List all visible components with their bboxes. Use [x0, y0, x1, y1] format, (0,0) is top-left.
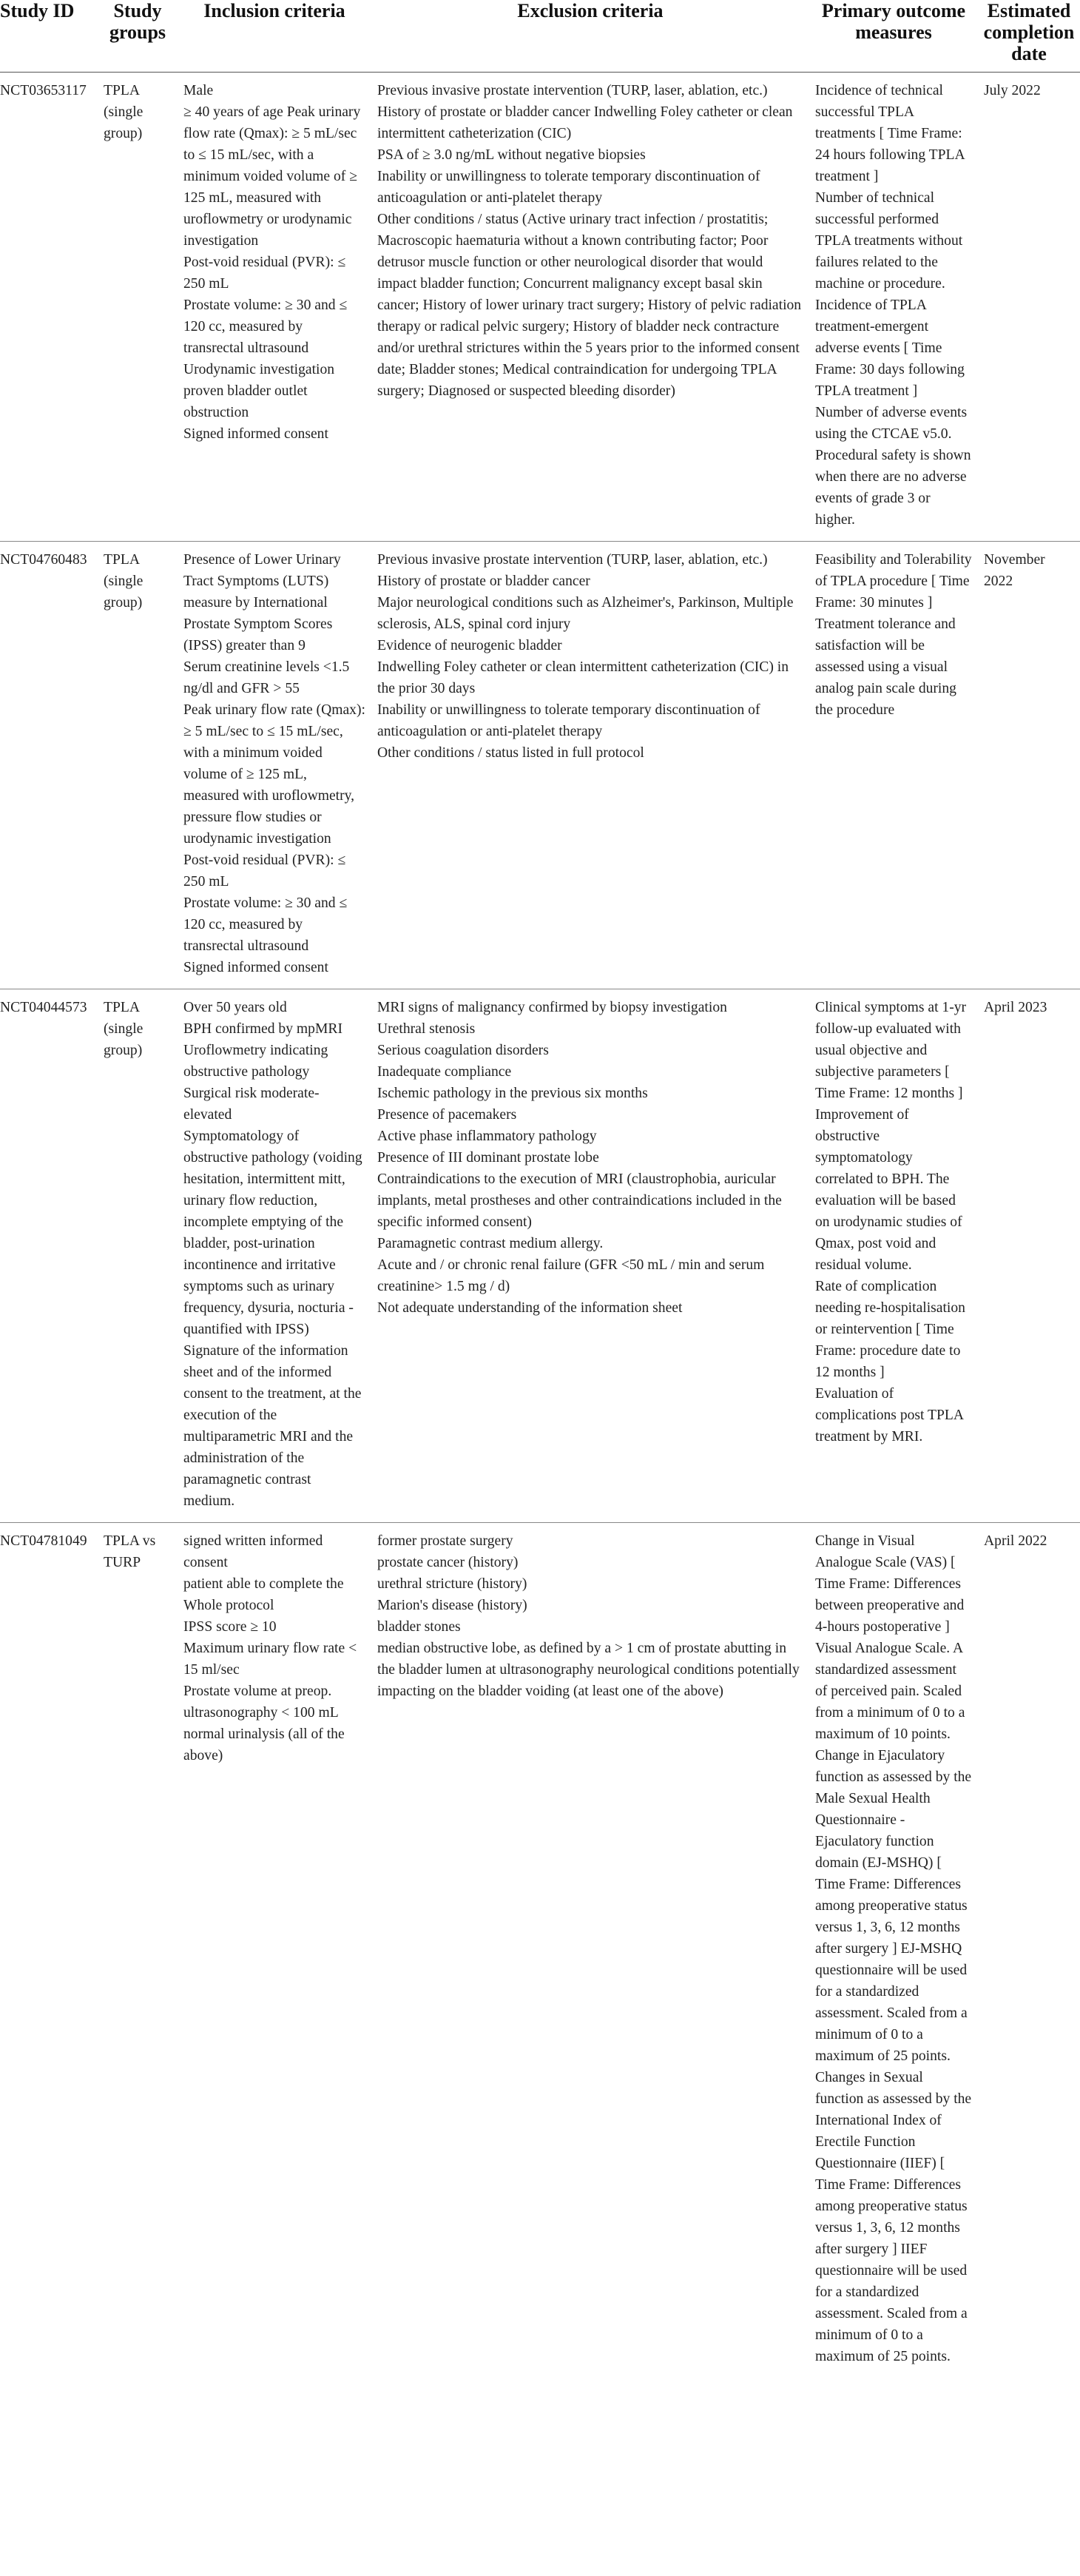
criteria-line: Indwelling Foley catheter or clean intermittent catheterization (CIC) in the prior 30 days — [377, 659, 789, 696]
criteria-line: Other conditions / status listed in full protocol — [377, 745, 644, 761]
criteria-line: History of prostate or bladder cancer — [377, 574, 590, 589]
criteria-line: Change in Ejaculatory function as assessed by the Male Sexual Health Questionnaire - Ejaculatory function domain (EJ-MSHQ) [ Time Frame: Differences among preoperative status versus 1, 3, 6, 12 months after surgery ] EJ-MSHQ questionnaire will be used for a standardized assessment. Scaled from a minimum of 0 to a maximum of 25 points. — [815, 1748, 972, 2064]
completion-date-cell: November 2022 — [984, 552, 1045, 589]
criteria-line: MRI signs of malignancy confirmed by biopsy investigation — [377, 1000, 727, 1015]
criteria-line: Symptomatology of obstructive pathology (voiding hesitation, intermittent mitt, urinary flow reduction, incomplete emptying of the bladder, post-urination incontinence and irritative symptoms such as urinary frequency, dysuria, nocturia - quantified with IPSS) — [183, 1129, 362, 1337]
criteria-line: History of prostate or bladder cancer Indwelling Foley catheter or clean intermittent catheterization (CIC) — [377, 104, 793, 141]
criteria-line: Presence of Lower Urinary Tract Symptoms (LUTS) measure by International Prostate Symptom Scores (IPSS) greater than 9 — [183, 552, 341, 653]
criteria-line: Inability or unwillingness to tolerate temporary discontinuation of anticoagulation or anti-platelet therapy — [377, 169, 760, 206]
criteria-line: Surgical risk moderate-elevated — [183, 1086, 320, 1123]
criteria-line: Major neurological conditions such as Alzheimer's, Parkinson, Multiple sclerosis, ALS, spinal cord injury — [377, 595, 794, 632]
criteria-line: Clinical symptoms at 1-yr follow-up evaluated with usual objective and subjective parameters [ Time Frame: 12 months ] — [815, 1000, 967, 1101]
criteria-line: Contraindications to the execution of MRI (claustrophobia, auricular implants, metal prostheses and other contraindications included in the specific informed consent) — [377, 1171, 782, 1230]
header-completion-date: Estimated completion date — [983, 0, 1075, 64]
criteria-line: Presence of III dominant prostate lobe — [377, 1150, 599, 1166]
criteria-line: Not adequate understanding of the information sheet — [377, 1300, 683, 1316]
criteria-line: Number of adverse events using the CTCAE v5.0. — [815, 405, 968, 442]
criteria-line: Active phase inflammatory pathology — [377, 1129, 597, 1144]
header-study-groups: Study groups — [109, 0, 166, 43]
table-body — [0, 73, 1080, 2378]
criteria-line: former prostate surgery — [377, 1533, 513, 1549]
criteria-line: Presence of pacemakers — [377, 1107, 517, 1123]
criteria-line: Uroflowmetry indicating obstructive pathology — [183, 1043, 328, 1080]
study-id-cell: NCT04044573 — [0, 1000, 87, 1015]
primary-outcome-cell — [809, 989, 978, 1523]
criteria-line: Post-void residual (PVR): ≤ 250 mL — [183, 255, 346, 292]
study-group-cell: TPLA (single group) — [104, 83, 144, 141]
study-group-cell: TPLA (single group) — [104, 552, 144, 611]
study-group-cell: TPLA vs TURP — [104, 1533, 156, 1570]
table-header — [0, 0, 1080, 73]
completion-date-cell: April 2023 — [984, 1000, 1047, 1015]
criteria-line: prostate cancer (history) — [377, 1555, 519, 1570]
study-id-cell: NCT04781049 — [0, 1533, 87, 1549]
criteria-line: signed written informed consent — [183, 1533, 323, 1570]
criteria-line: Urodynamic investigation proven bladder outlet obstruction — [183, 362, 335, 420]
criteria-line: Evidence of neurogenic bladder — [377, 638, 562, 653]
criteria-line: Incidence of TPLA treatment-emergent adverse events [ Time Frame: 30 days following TPLA treatment ] — [815, 297, 965, 399]
primary-outcome-cell — [809, 1523, 978, 2378]
inclusion-criteria-cell — [178, 989, 371, 1523]
criteria-line: Prostate volume: ≥ 30 and ≤ 120 cc, measured by transrectal ultrasound — [183, 895, 348, 954]
criteria-line: Serum creatinine levels <1.5 ng/dl and GFR > 55 — [183, 659, 350, 696]
criteria-line: bladder stones — [377, 1619, 461, 1635]
criteria-line: Treatment tolerance and satisfaction will be assessed using a visual analog pain scale during the procedure — [815, 616, 956, 718]
criteria-line: Ischemic pathology in the previous six months — [377, 1086, 648, 1101]
exclusion-criteria-cell — [371, 542, 809, 989]
study-group-cell: TPLA (single group) — [104, 1000, 144, 1058]
criteria-line: Inadequate compliance — [377, 1064, 512, 1080]
exclusion-criteria-cell — [371, 989, 809, 1523]
criteria-line: ≥ 40 years of age Peak urinary flow rate (Qmax): ≥ 5 mL/sec to ≤ 15 mL/sec, with a minimum voided volume of ≥ 125 mL, measured with uroflowmetry or urodynamic investigation — [183, 104, 361, 249]
study-id-cell: NCT03653117 — [0, 83, 87, 98]
criteria-line: Urethral stenosis — [377, 1021, 476, 1037]
criteria-line: Post-void residual (PVR): ≤ 250 mL — [183, 852, 346, 890]
table-row — [0, 1523, 1080, 2378]
criteria-line: Improvement of obstructive symptomatology correlated to BPH. The evaluation will be based on urodynamic studies of Qmax, post void and residual volume. — [815, 1107, 962, 1273]
criteria-line: Over 50 years old — [183, 1000, 287, 1015]
header-primary-outcome: Primary outcome measures — [821, 0, 966, 43]
criteria-line: Incidence of technical successful TPLA treatments [ Time Frame: 24 hours following TPLA treatment ] — [815, 83, 965, 184]
header-study-id: Study ID — [0, 0, 75, 21]
exclusion-criteria-cell — [371, 73, 809, 542]
criteria-line: Marion's disease (history) — [377, 1598, 527, 1613]
criteria-line: BPH confirmed by mpMRI — [183, 1021, 342, 1037]
header-inclusion-criteria: Inclusion criteria — [203, 0, 345, 21]
inclusion-criteria-cell — [178, 73, 371, 542]
header-exclusion-criteria: Exclusion criteria — [517, 0, 664, 21]
criteria-line: Previous invasive prostate intervention (TURP, laser, ablation, etc.) — [377, 83, 768, 98]
criteria-line: Feasibility and Tolerability of TPLA procedure [ Time Frame: 30 minutes ] — [815, 552, 972, 611]
table-row — [0, 542, 1080, 989]
criteria-line: Procedural safety is shown when there are no adverse events of grade 3 or higher. — [815, 448, 971, 528]
criteria-line: Prostate volume: ≥ 30 and ≤ 120 cc, measured by transrectal ultrasound — [183, 297, 348, 356]
criteria-line: patient able to complete the Whole protocol — [183, 1576, 344, 1613]
criteria-line: Signed informed consent — [183, 426, 328, 442]
criteria-line: Inability or unwillingness to tolerate temporary discontinuation of anticoagulation or anti-platelet therapy — [377, 702, 760, 739]
criteria-line: Prostate volume at preop. ultrasonography < 100 mL normal urinalysis (all of the above) — [183, 1684, 345, 1763]
study-id-cell: NCT04760483 — [0, 552, 87, 568]
criteria-line: median obstructive lobe, as defined by a > 1 cm of prostate abutting in the bladder lumen at ultrasonography neurological conditions potentially impacting on the bladder voiding (at least one of the above) — [377, 1641, 800, 1699]
criteria-line: Changes in Sexual function as assessed by the International Index of Erectile Function Questionnaire (IIEF) [ Time Frame: Differences among preoperative status versus 1, 3, 6, 12 months after surgery ] IIEF questionnaire will be used for a standardized assessment. Scaled from a minimum of 0 to a maximum of 25 points. — [815, 2070, 972, 2364]
criteria-line: Male — [183, 83, 214, 98]
criteria-line: Evaluation of complications post TPLA treatment by MRI. — [815, 1386, 963, 1445]
criteria-line: Previous invasive prostate intervention (TURP, laser, ablation, etc.) — [377, 552, 768, 568]
criteria-line: urethral stricture (history) — [377, 1576, 527, 1592]
criteria-line: Other conditions / status (Active urinary tract infection / prostatitis; Macroscopic haematuria without a known contributing factor; Poor detrusor muscle function or other neurological disorder that would impact bladder function; Concurrent malignancy except basal skin cancer; History of lower urinary tract surgery; History of pelvic radiation therapy or radical pelvic surgery; History of bladder neck contracture and/or urethral strictures within the 5 years prior to the informed consent date; Bladder stones; Medical contraindication for undergoing TPLA surgery; Diagnosed or suspected bleeding disorder) — [377, 212, 802, 399]
inclusion-criteria-cell — [178, 542, 371, 989]
table-row — [0, 73, 1080, 542]
criteria-line: Signed informed consent — [183, 960, 328, 975]
table-row — [0, 989, 1080, 1523]
primary-outcome-cell — [809, 73, 978, 542]
criteria-line: Peak urinary flow rate (Qmax): ≥ 5 mL/sec to ≤ 15 mL/sec, with a minimum voided volume of ≥ 125 mL, measured with uroflowmetry, pressure flow studies or urodynamic investigation — [183, 702, 365, 847]
criteria-line: Signature of the information sheet and of the informed consent to the treatment, at the execution of the multiparametric MRI and the administration of the paramagnetic contrast medium. — [183, 1343, 362, 1509]
criteria-line: IPSS score ≥ 10 — [183, 1619, 277, 1635]
criteria-line: Rate of complication needing re-hospitalisation or reintervention [ Time Frame: procedure date to 12 months ] — [815, 1279, 965, 1380]
criteria-line: Change in Visual Analogue Scale (VAS) [ Time Frame: Differences between preoperative and 4-hours postoperative ] Visual Analogue Scale. A standardized assessment of perceived pain. Scaled from a minimum of 0 to a maximum of 10 points. — [815, 1533, 965, 1742]
primary-outcome-cell — [809, 542, 978, 989]
inclusion-criteria-cell — [178, 1523, 371, 2378]
exclusion-criteria-cell — [371, 1523, 809, 2378]
criteria-line: Maximum urinary flow rate < 15 ml/sec — [183, 1641, 357, 1678]
criteria-line: Acute and / or chronic renal failure (GFR <50 mL / min and serum creatinine> 1.5 mg / d) — [377, 1257, 765, 1294]
criteria-line: Paramagnetic contrast medium allergy. — [377, 1236, 604, 1251]
criteria-line: Serious coagulation disorders — [377, 1043, 549, 1058]
criteria-line: Number of technical successful performed TPLA treatments without failures related to the machine or procedure. — [815, 190, 963, 292]
completion-date-cell: July 2022 — [984, 83, 1041, 98]
criteria-line: PSA of ≥ 3.0 ng/mL without negative biopsies — [377, 147, 646, 163]
completion-date-cell: April 2022 — [984, 1533, 1047, 1549]
